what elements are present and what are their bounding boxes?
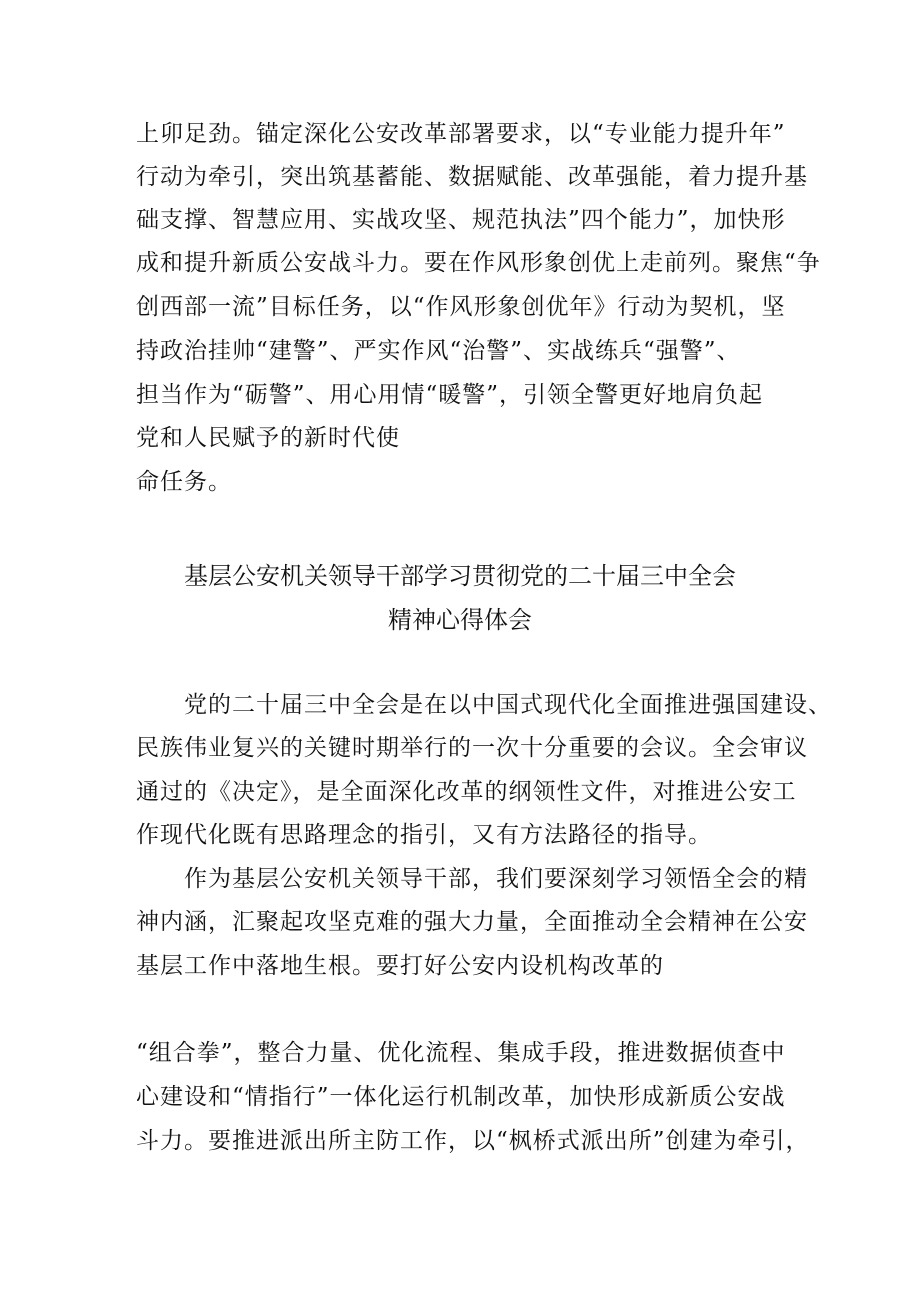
paragraph-line: 创西部一流”目标任务，以“作风形象创优年》行动为契机，坚 (136, 294, 786, 320)
paragraph-line: 通过的《决定》，是全面深化改革的纲领性文件，对推进公安工 (136, 779, 797, 805)
paragraph-line: 作现代化既有思路理念的指引，又有方法路径的指导。 (136, 822, 712, 848)
paragraph-line: 作为基层公安机关领导干部，我们要深刻学习领悟全会的精 (184, 866, 808, 892)
paragraph-line: 斗力。要推进派出所主防工作，以“枫桥式派出所”创建为牵引， (136, 1128, 810, 1154)
paragraph-line: 持政治挂帅“建警”、严实作风“治警”、实战练兵“强警”、 (136, 338, 741, 364)
paragraph-line: “组合拳”，整合力量、优化流程、集成手段，推进数据侦查中 (136, 1040, 786, 1066)
paragraph-line: 担当作为“砺警”、用心用情“暖警”，引领全警更好地肩负起 (136, 382, 764, 408)
paragraph-line: 命任务。 (136, 469, 232, 495)
document-subtitle: 精神心得体会 (388, 606, 532, 634)
paragraph-line: 党和人民赋予的新时代使 (136, 425, 400, 451)
paragraph-line: 行动为牵引，突出筑基蓄能、数据赋能、改革强能，着力提升基 (136, 164, 808, 190)
paragraph-line: 上卯足劲。锚定深化公安改革部署要求，以“专业能力提升年” (136, 121, 786, 147)
paragraph-line: 民族伟业复兴的关键时期举行的一次十分重要的会议。全会审议 (136, 735, 808, 761)
paragraph-line: 基层工作中落地生根。要打好公安内设机构改革的 (136, 953, 664, 979)
paragraph-line: 成和提升新质公安战斗力。要在作风形象创优上走前列。聚焦“争 (136, 250, 821, 276)
document-title: 基层公安机关领导干部学习贯彻党的二十届三中全会 (184, 562, 736, 590)
paragraph-line: 神内涵，汇聚起攻坚克难的强大力量，全面推动全会精神在公安 (136, 909, 808, 935)
paragraph-line: 党的二十届三中全会是在以中国式现代化全面推进强国建设、 (184, 692, 832, 718)
paragraph-line: 础支撑、智慧应用、实战攻坚、规范执法”四个能力”，加快形 (136, 207, 786, 233)
paragraph-line: 心建设和“情指行”一体化运行机制改革，加快形成新质公安战 (136, 1084, 786, 1110)
